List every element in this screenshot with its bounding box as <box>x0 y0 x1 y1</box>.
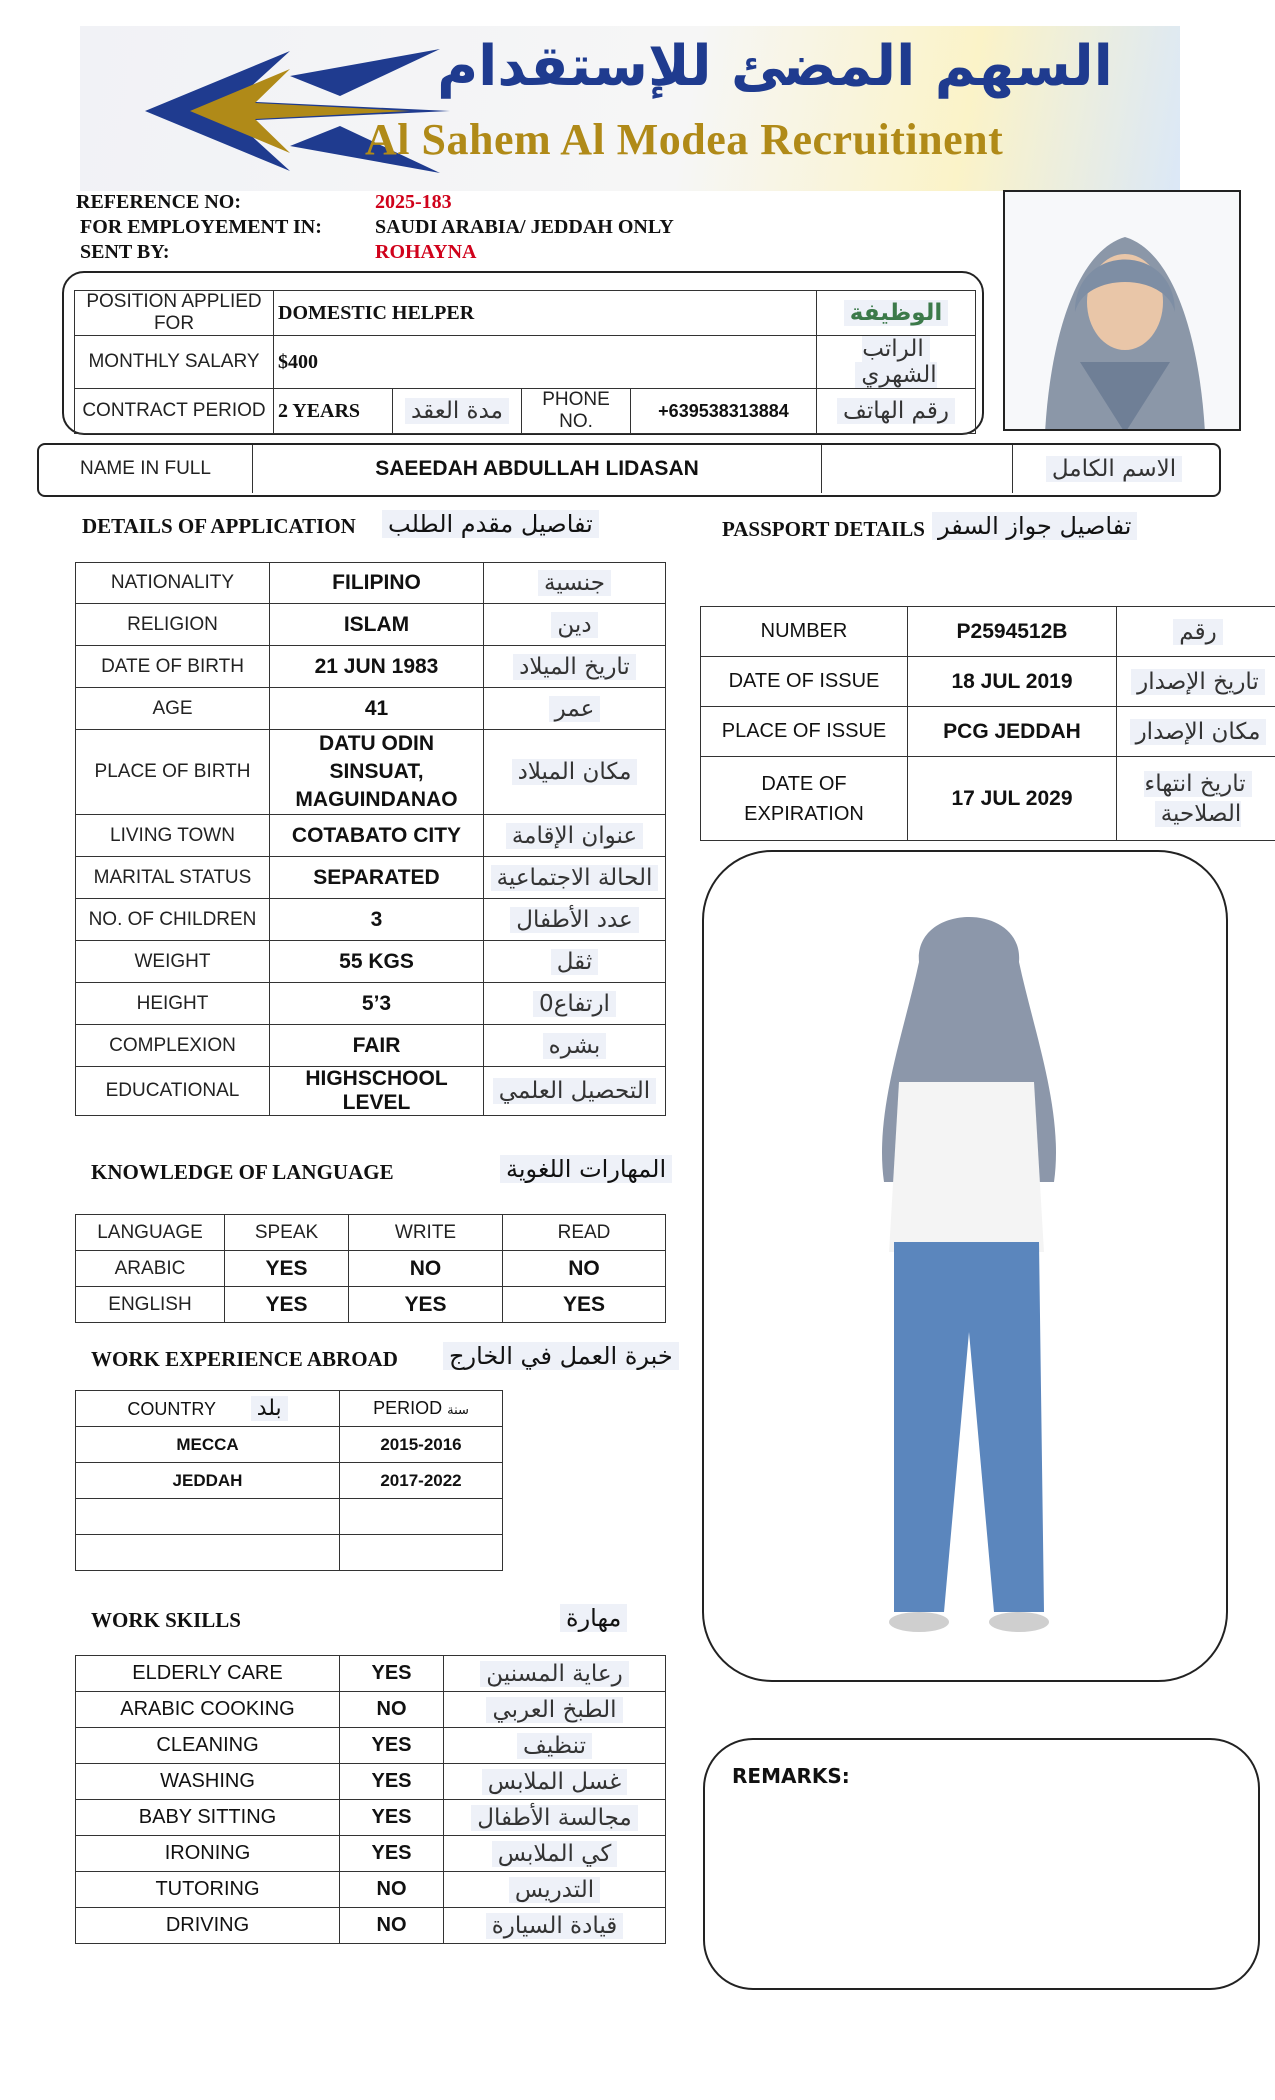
skill-label-1: ELDERLY CARE <box>76 1656 340 1692</box>
complexion-label: COMPLEXION <box>76 1025 270 1067</box>
applicant-full-body-photo <box>702 850 1228 1682</box>
dob-arabic: تاريخ الميلاد <box>484 646 666 688</box>
dob-value: 21 JUN 1983 <box>270 646 484 688</box>
position-value: DOMESTIC HELPER <box>274 291 817 336</box>
skills-title: WORK SKILLS <box>91 1608 241 1632</box>
pob-value: DATU ODIN SINSUAT, MAGUINDANAO <box>270 730 484 815</box>
weight-arabic: ثقل <box>484 941 666 983</box>
header-banner <box>80 26 1180 191</box>
height-arabic: ارتفاع0 <box>484 983 666 1025</box>
skill-arabic-4: غسل الملابس <box>444 1764 666 1800</box>
complexion-arabic: بشره <box>484 1025 666 1067</box>
sent-by-label: SENT BY: <box>80 241 170 263</box>
height-value: 5’3 <box>270 983 484 1025</box>
skill-value-5: YES <box>340 1800 444 1836</box>
religion-label: RELIGION <box>76 604 270 646</box>
skill-label-5: BABY SITTING <box>76 1800 340 1836</box>
pob-arabic: مكان الميلاد <box>484 730 666 815</box>
company-name-arabic: السهم المضئ للإستقدام <box>437 34 1113 99</box>
children-value: 3 <box>270 899 484 941</box>
experience-country-4 <box>76 1535 340 1571</box>
details-table <box>75 562 666 1116</box>
phone-value: +639538313884 <box>631 389 817 434</box>
arabic-language: ARABIC <box>76 1251 225 1287</box>
name-arabic: الاسم الكامل <box>1013 445 1216 493</box>
education-label: EDUCATIONAL <box>76 1067 270 1116</box>
employment-location: SAUDI ARABIA/ JEDDAH ONLY <box>375 216 674 238</box>
english-write: YES <box>349 1287 503 1323</box>
skill-value-2: NO <box>340 1692 444 1728</box>
skill-arabic-6: كي الملابس <box>444 1836 666 1872</box>
living-town-label: LIVING TOWN <box>76 815 270 857</box>
passport-table <box>700 606 1275 841</box>
skill-value-1: YES <box>340 1656 444 1692</box>
religion-value: ISLAM <box>270 604 484 646</box>
sent-by-name: ROHAYNA <box>375 241 477 263</box>
experience-title: WORK EXPERIENCE ABROAD <box>91 1347 398 1371</box>
passport-title-arabic: تفاصيل جواز السفر <box>932 512 1137 540</box>
phone-label: PHONE NO. <box>522 389 631 434</box>
period-header: PERIOD سنة <box>340 1391 503 1427</box>
english-language: ENGLISH <box>76 1287 225 1323</box>
skill-arabic-5: مجالسة الأطفال <box>444 1800 666 1836</box>
details-title-arabic: تفاصيل مقدم الطلب <box>382 510 599 538</box>
skill-arabic-7: التدريس <box>444 1872 666 1908</box>
date-of-issue-arabic: تاريخ الإصدار <box>1117 657 1275 707</box>
reference-block <box>76 190 322 265</box>
skill-value-8: NO <box>340 1908 444 1944</box>
skill-value-7: NO <box>340 1872 444 1908</box>
age-value: 41 <box>270 688 484 730</box>
language-title-arabic: المهارات اللغوية <box>500 1155 672 1183</box>
skill-arabic-3: تنظيف <box>444 1728 666 1764</box>
details-title: DETAILS OF APPLICATION <box>82 514 356 538</box>
skill-value-4: YES <box>340 1764 444 1800</box>
age-label: AGE <box>76 688 270 730</box>
experience-period-4 <box>340 1535 503 1571</box>
full-body-figure-icon <box>704 852 1226 1680</box>
skill-value-3: YES <box>340 1728 444 1764</box>
marital-status-label: MARITAL STATUS <box>76 857 270 899</box>
experience-table <box>75 1390 503 1571</box>
passport-number-arabic: رقم <box>1117 607 1275 657</box>
remarks-box <box>703 1738 1260 1990</box>
position-label: POSITION APPLIED FOR <box>75 291 274 336</box>
employment-label: FOR EMPLOYEMENT IN: <box>80 216 322 238</box>
skill-arabic-1: رعاية المسنين <box>444 1656 666 1692</box>
place-of-issue-value: PCG JEDDAH <box>908 707 1117 757</box>
education-arabic: التحصيل العلمي <box>484 1067 666 1116</box>
skill-label-2: ARABIC COOKING <box>76 1692 340 1728</box>
skills-table <box>75 1655 666 1944</box>
passport-title: PASSPORT DETAILS <box>722 517 925 541</box>
children-label: NO. OF CHILDREN <box>76 899 270 941</box>
experience-country-1: MECCA <box>76 1427 340 1463</box>
skill-label-6: IRONING <box>76 1836 340 1872</box>
english-read: YES <box>503 1287 666 1323</box>
weight-value: 55 KGS <box>270 941 484 983</box>
name-empty-cell <box>822 445 1013 493</box>
salary-arabic: الراتب الشهري <box>817 336 976 389</box>
portrait-figure-icon <box>1005 192 1241 431</box>
write-header: WRITE <box>349 1215 503 1251</box>
language-title: KNOWLEDGE OF LANGUAGE <box>91 1160 394 1184</box>
experience-period-3 <box>340 1499 503 1535</box>
arabic-write: NO <box>349 1251 503 1287</box>
date-of-issue-label: DATE OF ISSUE <box>701 657 908 707</box>
age-arabic: عمر <box>484 688 666 730</box>
expiration-arabic: تاريخ انتهاء الصلاحية <box>1117 757 1275 841</box>
english-speak: YES <box>225 1287 349 1323</box>
experience-country-3 <box>76 1499 340 1535</box>
reference-label: REFERENCE NO: <box>76 191 242 213</box>
passport-number-label: NUMBER <box>701 607 908 657</box>
living-town-arabic: عنوان الإقامة <box>484 815 666 857</box>
expiration-value: 17 JUL 2029 <box>908 757 1117 841</box>
arabic-read: NO <box>503 1251 666 1287</box>
read-header: READ <box>503 1215 666 1251</box>
complexion-value: FAIR <box>270 1025 484 1067</box>
passport-number-value: P2594512B <box>908 607 1117 657</box>
education-value: HIGHSCHOOL LEVEL <box>270 1067 484 1116</box>
salary-label: MONTHLY SALARY <box>75 336 274 389</box>
name-value: SAEEDAH ABDULLAH LIDASAN <box>253 445 822 493</box>
remarks-label: REMARKS: <box>732 1764 850 1788</box>
name-table <box>39 445 1215 493</box>
experience-period-1: 2015-2016 <box>340 1427 503 1463</box>
salary-value: $400 <box>274 336 817 389</box>
expiration-label: DATE OF EXPIRATION <box>701 757 908 841</box>
experience-period-2: 2017-2022 <box>340 1463 503 1499</box>
skill-label-3: CLEANING <box>76 1728 340 1764</box>
contract-arabic: مدة العقد <box>393 389 522 434</box>
marital-status-value: SEPARATED <box>270 857 484 899</box>
date-of-issue-value: 18 JUL 2019 <box>908 657 1117 707</box>
nationality-label: NATIONALITY <box>76 563 270 604</box>
skill-arabic-2: الطبخ العربي <box>444 1692 666 1728</box>
experience-title-arabic: خبرة العمل في الخارج <box>443 1342 679 1370</box>
reference-values <box>375 190 674 265</box>
weight-label: WEIGHT <box>76 941 270 983</box>
speak-header: SPEAK <box>225 1215 349 1251</box>
job-info-table <box>74 290 976 434</box>
pob-label: PLACE OF BIRTH <box>76 730 270 815</box>
skill-label-8: DRIVING <box>76 1908 340 1944</box>
marital-status-arabic: الحالة الاجتماعية <box>484 857 666 899</box>
applicant-portrait-photo <box>1003 190 1241 431</box>
living-town-value: COTABATO CITY <box>270 815 484 857</box>
skill-label-4: WASHING <box>76 1764 340 1800</box>
language-table <box>75 1214 666 1323</box>
nationality-value: FILIPINO <box>270 563 484 604</box>
religion-arabic: دين <box>484 604 666 646</box>
contract-value: 2 YEARS <box>274 389 393 434</box>
skill-value-6: YES <box>340 1836 444 1872</box>
height-label: HEIGHT <box>76 983 270 1025</box>
place-of-issue-arabic: مكان الإصدار <box>1117 707 1275 757</box>
dob-label: DATE OF BIRTH <box>76 646 270 688</box>
reference-number: 2025-183 <box>375 191 452 213</box>
country-header: COUNTRY بلد <box>76 1391 340 1427</box>
name-label: NAME IN FULL <box>39 445 253 493</box>
skill-label-7: TUTORING <box>76 1872 340 1908</box>
experience-country-2: JEDDAH <box>76 1463 340 1499</box>
children-arabic: عدد الأطفال <box>484 899 666 941</box>
company-name-english: Al Sahem Al Modea Recruitinent <box>365 115 1004 164</box>
contract-label: CONTRACT PERIOD <box>75 389 274 434</box>
phone-arabic: رقم الهاتف <box>817 389 976 434</box>
language-header: LANGUAGE <box>76 1215 225 1251</box>
nationality-arabic: جنسية <box>484 563 666 604</box>
skills-title-arabic: مهارة <box>560 1604 627 1632</box>
arabic-speak: YES <box>225 1251 349 1287</box>
position-arabic: الوظيفة <box>817 291 976 336</box>
skill-arabic-8: قيادة السيارة <box>444 1908 666 1944</box>
place-of-issue-label: PLACE OF ISSUE <box>701 707 908 757</box>
